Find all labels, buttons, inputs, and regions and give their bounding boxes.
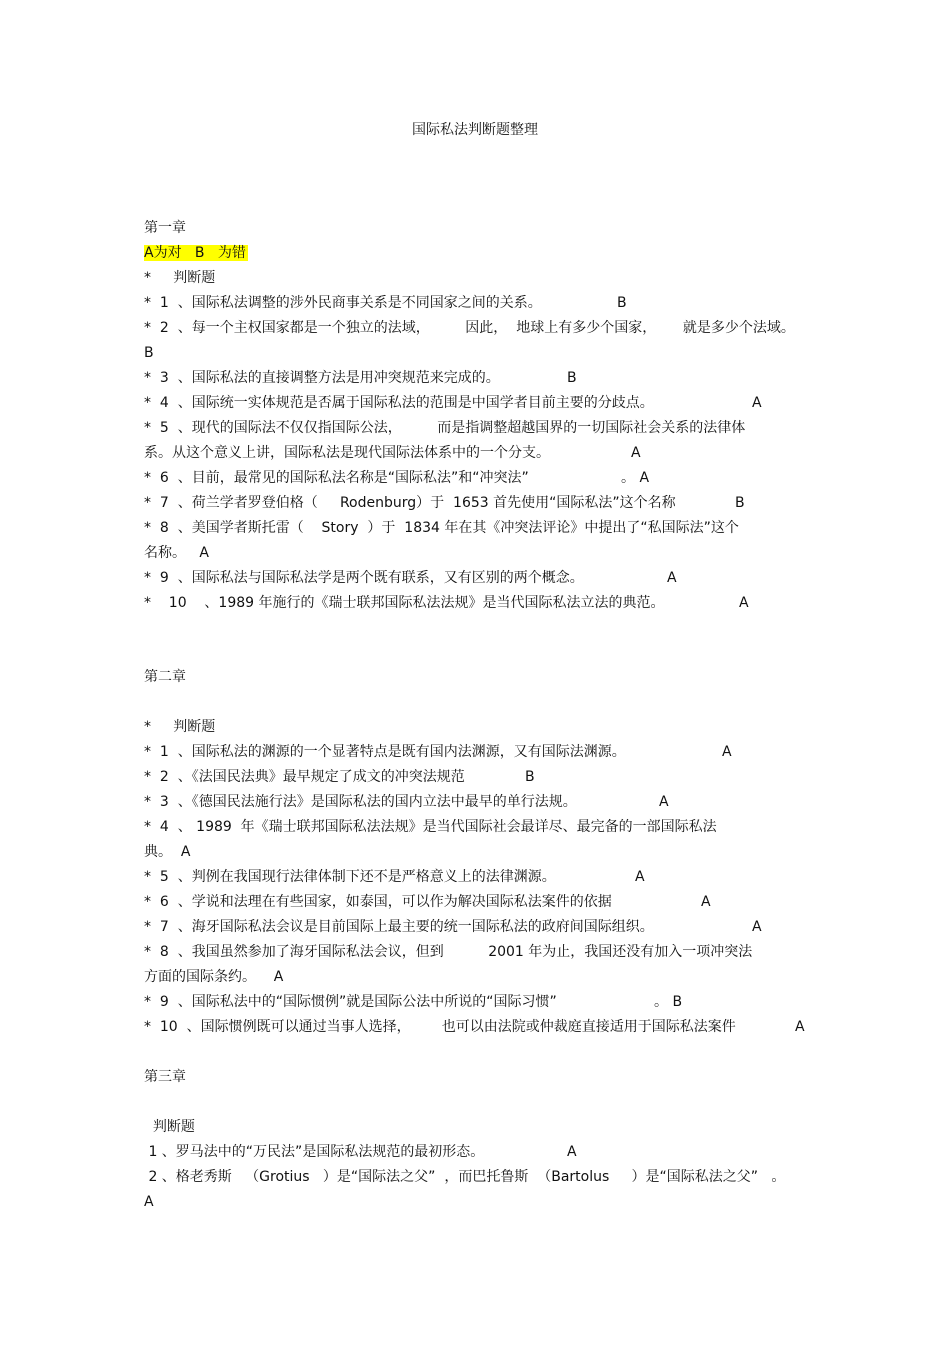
question-text: * 8 、美国学者斯托雷（ Story ）于 1834 年在其《冲突法评论》中提出了“私国际法”这个 xyxy=(144,520,739,536)
chapter-2-heading: 第二章 xyxy=(144,669,186,685)
question-text: * 10 、1989 年施行的《瑞士联邦国际私法法规》是当代国际私法立法的典范。 xyxy=(144,595,665,611)
answer-mark: A xyxy=(567,1144,577,1160)
answer-mark: A xyxy=(701,894,711,910)
answer-mark: B xyxy=(144,345,154,361)
answer-mark: A xyxy=(635,869,645,885)
section-label: * 判断题 xyxy=(144,719,216,735)
answer-mark: A xyxy=(144,1194,154,1210)
question-text: 1 、罗马法中的“万民法”是国际私法规范的最初形态。 xyxy=(144,1144,485,1160)
question-text: * 7 、海牙国际私法会议是目前国际上最主要的统一国际私法的政府间国际组织。 xyxy=(144,919,654,935)
question-text-continued: 方面的国际条约。 A xyxy=(144,969,284,985)
answer-mark: B xyxy=(735,495,745,511)
question-text: * 4 、 1989 年《瑞士联邦国际私法法规》是当代国际社会最详尽、最完备的一部国际私法 xyxy=(144,819,717,835)
answer-mark: A xyxy=(752,395,762,411)
question-text: * 2 、每一个主权国家都是一个独立的法域， 因此， 地球上有多少个国家， 就是多少个法域。 xyxy=(144,320,795,336)
question-text: * 10 、国际惯例既可以通过当事人选择， 也可以由法院或仲裁庭直接适用于国际私法案件 xyxy=(144,1019,736,1035)
answer-mark: B xyxy=(525,769,535,785)
question-text: * 7 、荷兰学者罗登伯格（ Rodenburg）于 1653 首先使用“国际私法”这个名称 xyxy=(144,495,676,511)
section-label: 判断题 xyxy=(144,1119,195,1135)
answer-mark: A xyxy=(631,445,641,461)
question-text: * 1 、国际私法的渊源的一个显著特点是既有国内法渊源，又有国际法渊源。 xyxy=(144,744,626,760)
question-text: 2 、格老秀斯 （Grotius ）是“国际法之父” ，而巴托鲁斯 （Bartolus ）是“国际私法之父” 。 xyxy=(144,1169,786,1185)
chapter-3-heading: 第三章 xyxy=(144,1069,186,1085)
question-text: * 1 、国际私法调整的涉外民商事关系是不同国家之间的关系。 xyxy=(144,295,542,311)
answer-legend: A为对 B 为错 xyxy=(144,245,246,261)
answer-mark: A xyxy=(752,919,762,935)
answer-mark: A xyxy=(739,595,749,611)
answer-mark: A xyxy=(722,744,732,760)
question-text: * 6 、目前，最常见的国际私法名称是“国际私法”和“冲突法” xyxy=(144,470,529,486)
document-title: 国际私法判断题整理 xyxy=(412,122,538,138)
question-text: * 4 、国际统一实体规范是否属于国际私法的范围是中国学者目前主要的分歧点。 xyxy=(144,395,654,411)
question-text: * 2 、《法国民法典》最早规定了成文的冲突法规范 xyxy=(144,769,465,785)
question-text: * 8 、我国虽然参加了海牙国际私法会议，但到 2001 年为止，我国还没有加入一项冲突法 xyxy=(144,944,753,960)
question-text-continued: 名称。 A xyxy=(144,545,209,561)
answer-mark: A xyxy=(667,570,677,586)
question-text: * 3 、国际私法的直接调整方法是用冲突规范来完成的。 xyxy=(144,370,500,386)
question-text-continued: 典。 A xyxy=(144,844,191,860)
answer-mark: A xyxy=(795,1019,805,1035)
section-label: * 判断题 xyxy=(144,270,216,286)
chapter-1-heading: 第一章 xyxy=(144,220,186,236)
answer-mark: A xyxy=(659,794,669,810)
question-text: * 5 、判例在我国现行法律体制下还不是严格意义上的法律渊源。 xyxy=(144,869,556,885)
question-text-continued: 系。从这个意义上讲，国际私法是现代国际法体系中的一个分支。 xyxy=(144,445,550,461)
answer-mark: 。 B xyxy=(654,994,683,1010)
question-text: * 3 、《德国民法施行法》是国际私法的国内立法中最早的单行法规。 xyxy=(144,794,577,810)
question-text: * 9 、国际私法中的“国际惯例”就是国际公法中所说的“国际习惯” xyxy=(144,994,557,1010)
question-text: * 6 、学说和法理在有些国家，如泰国，可以作为解决国际私法案件的依据 xyxy=(144,894,612,910)
answer-mark: 。 A xyxy=(621,470,650,486)
question-text: * 9 、国际私法与国际私法学是两个既有联系，又有区别的两个概念。 xyxy=(144,570,584,586)
question-text: * 5 、现代的国际法不仅仅指国际公法， 而是指调整超越国界的一切国际社会关系的法律体 xyxy=(144,420,746,436)
answer-mark: B xyxy=(617,295,627,311)
answer-mark: B xyxy=(567,370,577,386)
